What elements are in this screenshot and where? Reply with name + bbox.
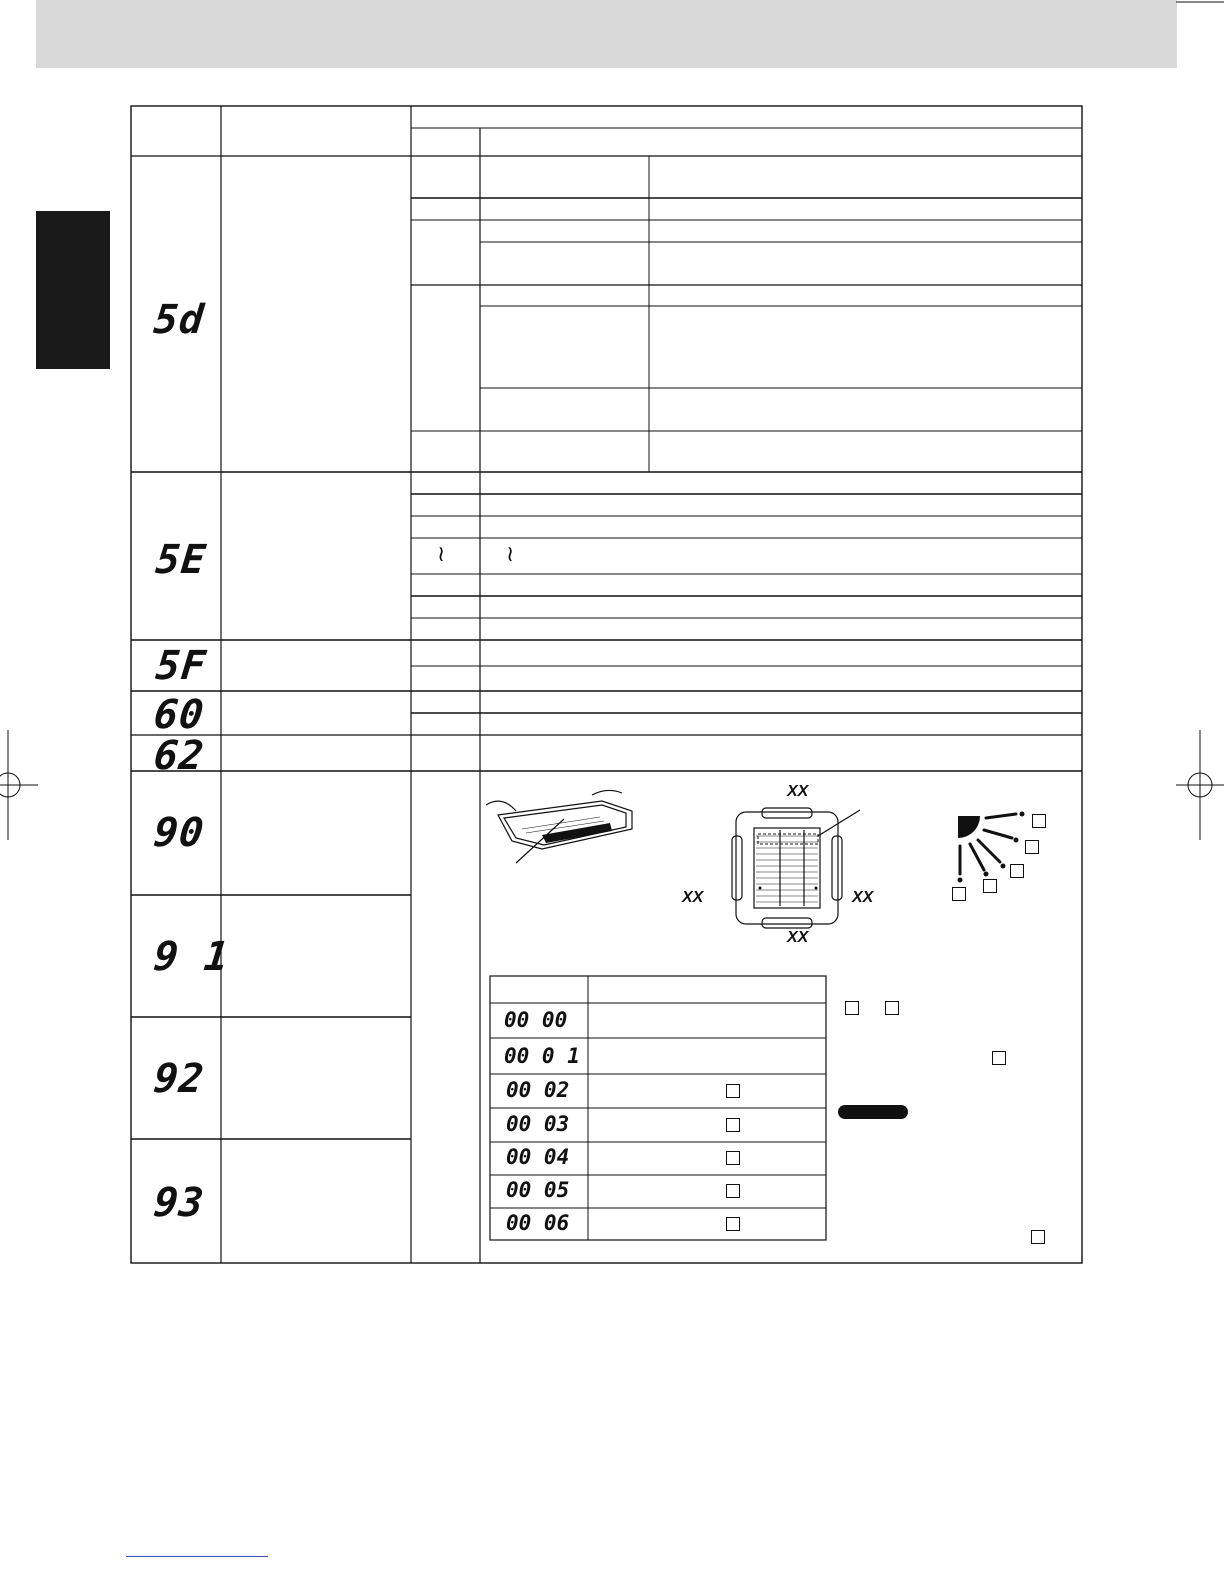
louver-position-icon bbox=[482, 785, 642, 870]
checkbox-icon bbox=[726, 1217, 740, 1231]
range-marker-right: ≀ bbox=[506, 542, 515, 567]
note-badge bbox=[838, 1105, 908, 1119]
ceiling-panel-icon bbox=[730, 806, 880, 930]
code-93: 93 bbox=[151, 1180, 207, 1226]
code-5e: 5E bbox=[153, 537, 209, 583]
panel-label-top: XX bbox=[787, 783, 809, 800]
footer-rule bbox=[126, 1556, 268, 1557]
code-5d: 5d bbox=[151, 297, 207, 343]
checkbox-icon bbox=[726, 1084, 740, 1098]
panel-label-right: XX bbox=[852, 889, 874, 906]
code-91: 9 1 bbox=[151, 934, 232, 980]
checkbox-icon bbox=[726, 1118, 740, 1132]
checkbox-icon bbox=[885, 1001, 899, 1015]
code-92: 92 bbox=[151, 1056, 207, 1102]
display-code-3: 00 03 bbox=[506, 1112, 570, 1136]
checkbox-icon bbox=[1025, 840, 1039, 854]
panel-label-left: XX bbox=[682, 889, 704, 906]
checkbox-icon bbox=[983, 879, 997, 893]
checkbox-icon bbox=[952, 887, 966, 901]
checkbox-icon bbox=[1032, 814, 1046, 828]
checkbox-icon bbox=[1031, 1230, 1045, 1244]
code-60: 60 bbox=[151, 692, 207, 738]
display-code-6: 00 06 bbox=[506, 1211, 570, 1235]
code-90: 90 bbox=[151, 810, 207, 856]
checkbox-icon bbox=[845, 1001, 859, 1015]
panel-label-bottom: XX bbox=[787, 929, 809, 946]
checkbox-icon bbox=[726, 1184, 740, 1198]
code-62: 62 bbox=[151, 733, 207, 779]
display-code-1: 00 0 1 bbox=[504, 1044, 580, 1068]
checkbox-icon bbox=[992, 1051, 1006, 1065]
range-marker-left: ≀ bbox=[437, 542, 446, 567]
display-code-0: 00 00 bbox=[504, 1008, 568, 1032]
code-5f: 5F bbox=[153, 643, 209, 689]
display-code-2: 00 02 bbox=[506, 1078, 570, 1102]
checkbox-icon bbox=[726, 1151, 740, 1165]
display-code-4: 00 04 bbox=[506, 1145, 570, 1169]
checkbox-icon bbox=[1010, 864, 1024, 878]
display-code-5: 00 05 bbox=[506, 1178, 570, 1202]
